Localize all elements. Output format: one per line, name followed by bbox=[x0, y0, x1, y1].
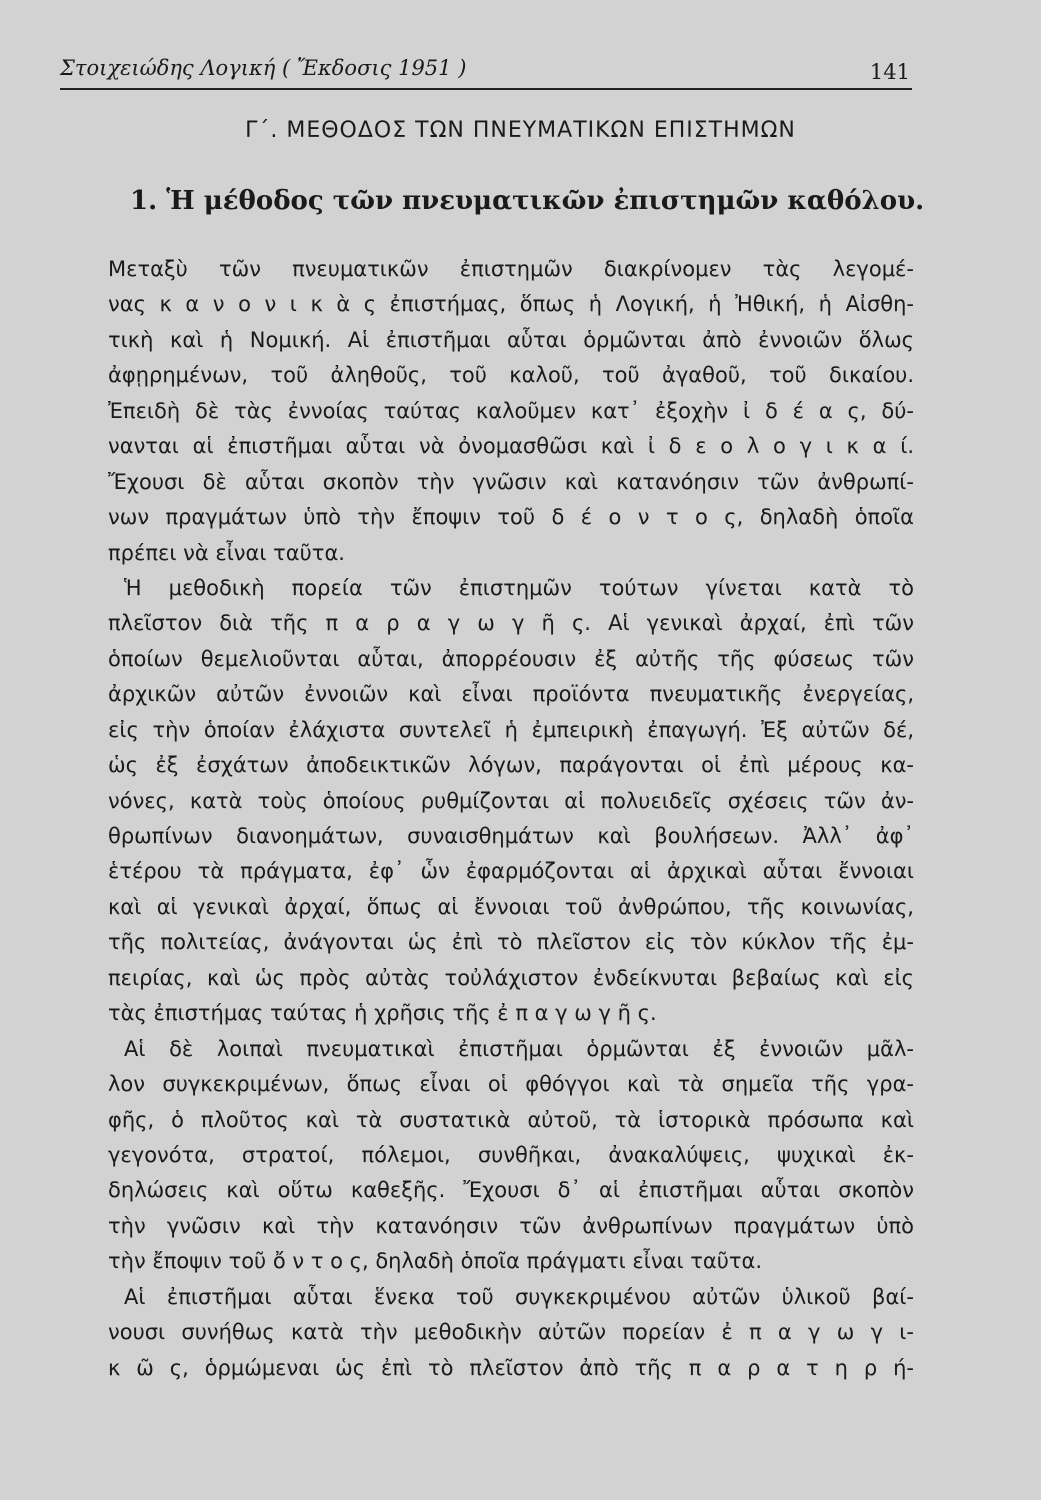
text-line: νανται αἱ ἐπιστῆμαι αὗται νὰ ὀνομασθῶσι καὶ ἰ δ ε ο λ ο γ ι κ α ί. bbox=[108, 434, 914, 459]
text-line: ἀφῃρημένων, τοῦ ἀληθοῦς, τοῦ καλοῦ, τοῦ ἀγαθοῦ, τοῦ δικαίου. bbox=[108, 363, 914, 388]
body-text bbox=[108, 252, 914, 1386]
text-line: τὴν γνῶσιν καὶ τὴν κατανόησιν τῶν ἀνθρωπίνων πραγμάτων ὑπὸ bbox=[108, 1213, 914, 1238]
text-line: λον συγκεκριμένων, ὅπως εἶναι οἱ φθόγγοι καὶ τὰ σημεῖα τῆς γρα- bbox=[108, 1072, 914, 1097]
section-title: Γ΄. ΜΕΘΟΔΟΣ ΤΩΝ ΠΝΕΥΜΑΤΙΚΩΝ ΕΠΙΣΤΗΜΩΝ bbox=[245, 118, 796, 143]
text-line: θρωπίνων διανοημάτων, συναισθημάτων καὶ βουλήσεων. Ἀλλ᾽ ἀφ᾽ bbox=[108, 824, 914, 848]
running-title: Στοιχειώδης Λογική ( Ἔκδοσις 1951 ) bbox=[60, 56, 467, 80]
text-line: δηλώσεις καὶ οὕτω καθεξῆς. Ἔχουσι δ᾽ αἱ ἐπιστῆμαι αὗται σκοπὸν bbox=[108, 1178, 914, 1203]
text-line: ἑτέρου τὰ πράγματα, ἐφ᾽ ὧν ἐφαρμόζονται αἱ ἀρχικαὶ αὗται ἔννοιαι bbox=[108, 859, 914, 884]
text-line: τῆς πολιτείας, ἀνάγονται ὡς ἐπὶ τὸ πλεῖστον εἰς τὸν κύκλον τῆς ἐμ- bbox=[108, 930, 914, 955]
text-line: τὴν ἔποψιν τοῦ ὄ ν τ ο ς, δηλαδὴ ὁποῖα πράγματι εἶναι ταῦτα. bbox=[108, 1249, 763, 1274]
text-line: καὶ αἱ γενικαὶ ἀρχαί, ὅπως αἱ ἔννοιαι τοῦ ἀνθρώπου, τῆς κοινωνίας, bbox=[108, 894, 914, 919]
text-line: νουσι συνήθως κατὰ τὴν μεθοδικὴν αὐτῶν πορείαν ἐ π α γ ω γ ι- bbox=[108, 1320, 914, 1345]
text-line: ὡς ἐξ ἐσχάτων ἀποδεικτικῶν λόγων, παράγονται οἱ ἐπὶ μέρους κα- bbox=[108, 753, 914, 778]
text-line: Αἱ ἐπιστῆμαι αὗται ἕνεκα τοῦ συγκεκριμένου αὐτῶν ὑλικοῦ βαί- bbox=[124, 1284, 914, 1309]
text-line: Ἡ μεθοδικὴ πορεία τῶν ἐπιστημῶν τούτων γίνεται κατὰ τὸ bbox=[124, 575, 914, 600]
text-line: τικὴ καὶ ἡ Νομική. Αἱ ἐπιστῆμαι αὗται ὁρμῶνται ἀπὸ ἐννοιῶν ὅλως bbox=[108, 327, 914, 352]
text-line: νων πραγμάτων ὑπὸ τὴν ἔποψιν τοῦ δ έ ο ν τ ο ς, δηλαδὴ ὁποῖα bbox=[108, 505, 914, 530]
text-line: Ἔχουσι δὲ αὗται σκοπὸν τὴν γνῶσιν καὶ κατανόησιν τῶν ἀνθρωπί- bbox=[108, 469, 914, 494]
text-line: ὁποίων θεμελιοῦνται αὗται, ἀπορρέουσιν ἐξ αὐτῆς τῆς φύσεως τῶν bbox=[108, 646, 914, 671]
text-line: νόνες, κατὰ τοὺς ὁποίους ρυθμίζονται αἱ πολυειδεῖς σχέσεις τῶν ἀν- bbox=[108, 788, 914, 813]
text-line: εἰς τὴν ὁποίαν ἐλάχιστα συντελεῖ ἡ ἐμπειρικὴ ἐπαγωγή. Ἐξ αὐτῶν δέ, bbox=[108, 717, 914, 742]
text-line: ἀρχικῶν αὐτῶν ἐννοιῶν καὶ εἶναι προϊόντα πνευματικῆς ἐνεργείας, bbox=[108, 682, 914, 707]
text-line: κ ῶ ς, ὁρμώμεναι ὡς ἐπὶ τὸ πλεῖστον ἀπὸ τῆς π α ρ α τ η ρ ή- bbox=[108, 1355, 914, 1380]
text-line: φῆς, ὁ πλοῦτος καὶ τὰ συστατικὰ αὐτοῦ, τὰ ἱστορικὰ πρόσωπα καὶ bbox=[108, 1107, 914, 1132]
text-line: πλεῖστον διὰ τῆς π α ρ α γ ω γ ῆ ς. Αἱ γενικαὶ ἀρχαί, ἐπὶ τῶν bbox=[108, 611, 914, 636]
text-line: πρέπει νὰ εἶναι ταῦτα. bbox=[108, 540, 345, 565]
page-number: 141 bbox=[869, 60, 910, 84]
text-line: Ἐπειδὴ δὲ τὰς ἐννοίας ταύτας καλοῦμεν κατ᾽ ἐξοχὴν ἰ δ έ α ς, δύ- bbox=[108, 398, 914, 423]
text-line: γεγονότα, στρατοί, πόλεμοι, συνθῆκαι, ἀνακαλύψεις, ψυχικαὶ ἐκ- bbox=[108, 1142, 914, 1167]
text-line: πειρίας, καὶ ὡς πρὸς αὐτὰς τοὐλάχιστον ἐνδείκνυται βεβαίως καὶ εἰς bbox=[108, 965, 914, 990]
text-line: Αἱ δὲ λοιπαὶ πνευματικαὶ ἐπιστῆμαι ὁρμῶνται ἐξ ἐννοιῶν μᾶλ- bbox=[124, 1036, 914, 1061]
text-line: Μεταξὺ τῶν πνευματικῶν ἐπιστημῶν διακρίνομεν τὰς λεγομέ- bbox=[108, 257, 914, 281]
subsection-title: 1. Ἡ μέθοδος τῶν πνευματικῶν ἐπιστημῶν καθόλου. bbox=[130, 186, 925, 216]
text-line: τὰς ἐπιστήμας ταύτας ἡ χρῆσις τῆς ἐ π α γ ω γ ῆ ς. bbox=[108, 1001, 657, 1026]
running-header bbox=[60, 52, 912, 90]
text-line: νας κ α ν ο ν ι κ ὰ ς ἐπιστήμας, ὅπως ἡ Λογική, ἡ Ἠθική, ἡ Αἰσθη- bbox=[108, 292, 914, 317]
